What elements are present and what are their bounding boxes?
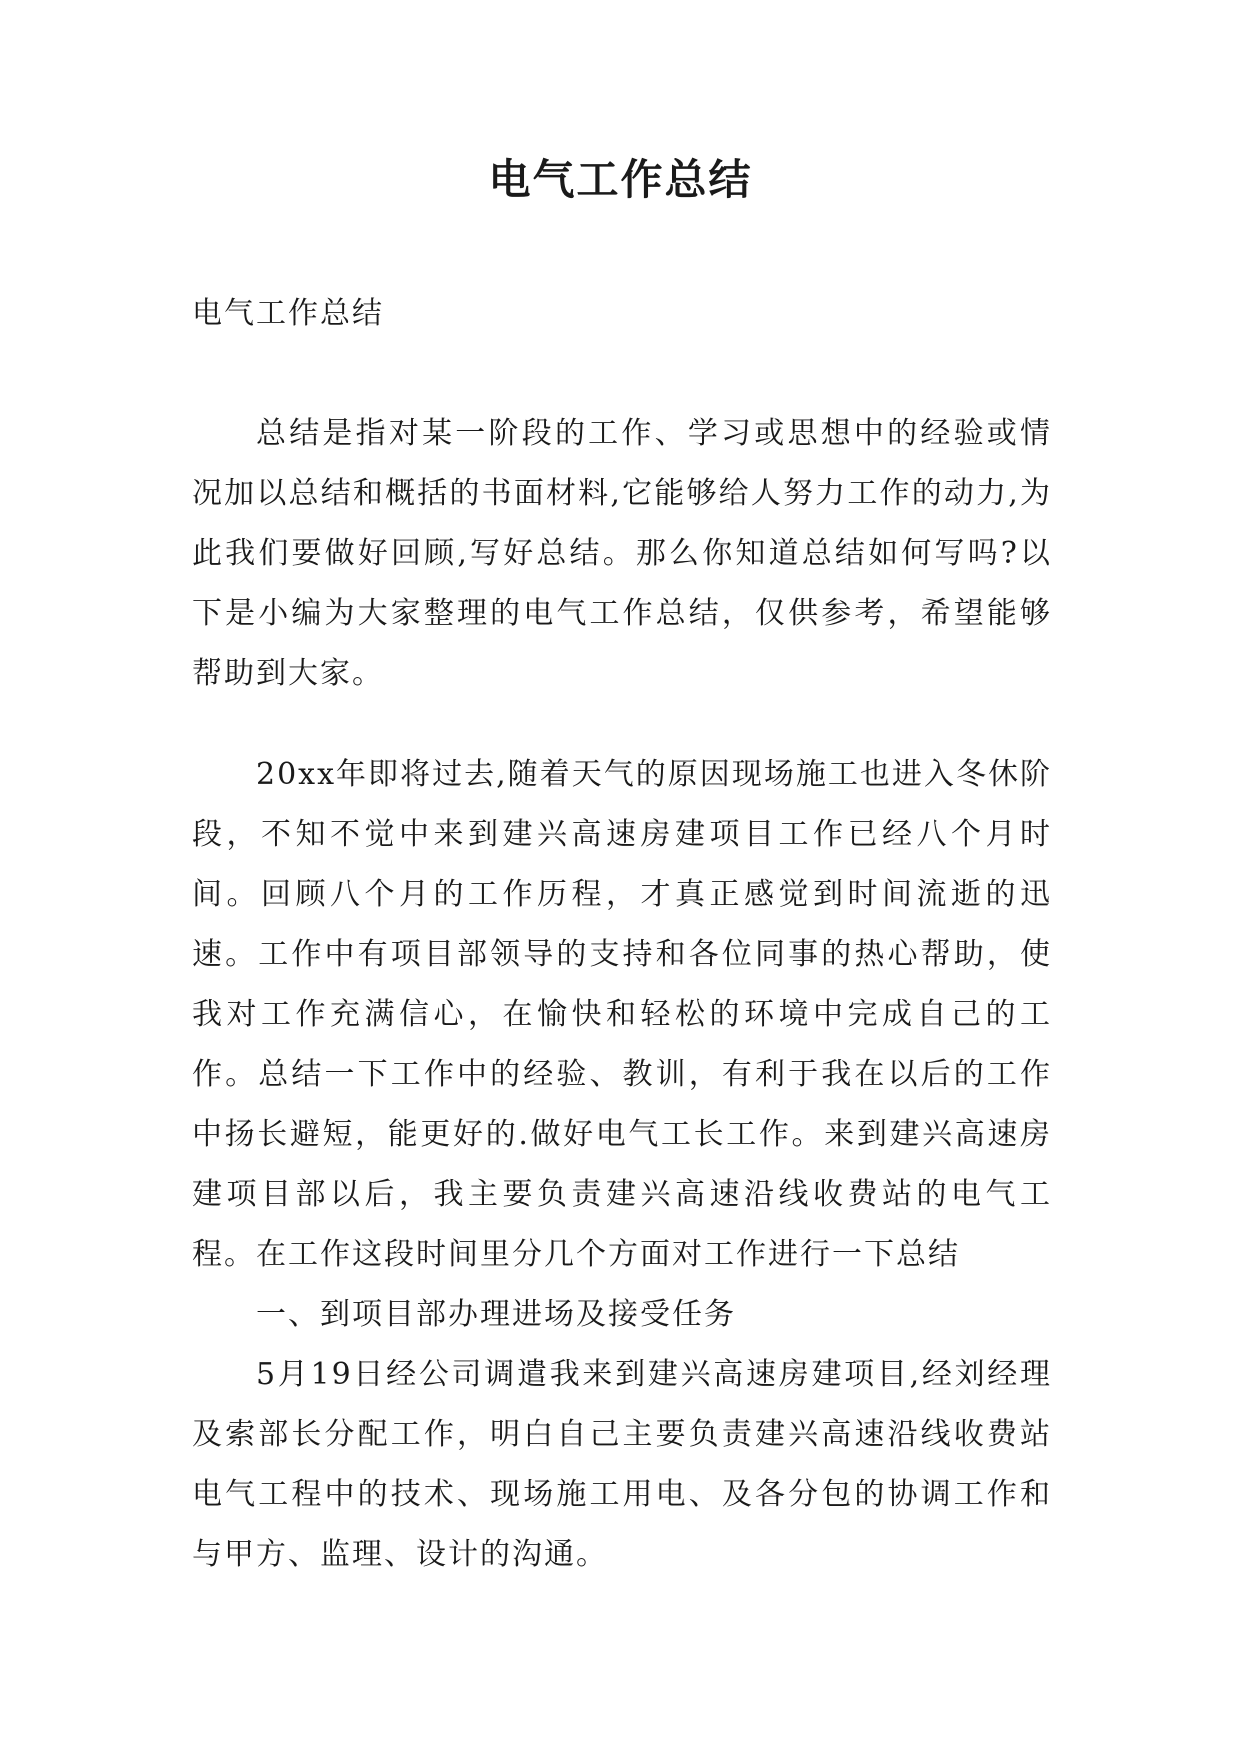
intro-paragraph: 总结是指对某一阶段的工作、学习或思想中的经验或情况加以总结和概括的书面材料,它能够给人努力工作的动力,为此我们要做好回顾,写好总结。那么你知道总结如何写吗?以下是小编为大家整理的电气工作总结，仅供参考，希望能够帮助到大家。 xyxy=(192,416,1052,691)
document-subtitle: 电气工作总结 xyxy=(192,296,384,331)
section-heading: 一、到项目部办理进场及接受任务 xyxy=(256,1297,736,1332)
summary-intro-paragraph: 在工作这段时间里分几个方面对工作进行一下总结 xyxy=(256,1237,960,1272)
section-paragraph: 5月19日经公司调遣我来到建兴高速房建项目,经刘经理及索部长分配工作，明白自己主要负责建兴高速沿线收费站电气工程中的技术、现场施工用电、及各分包的协调工作和与甲方、监理、设计的沟通。 xyxy=(192,1357,1052,1572)
body-paragraph: 20xx年即将过去,随着天气的原因现场施工也进入冬休阶段，不知不觉中来到建兴高速房建项目工作已经八个月时间。回顾八个月的工作历程，才真正感觉到时间流逝的迅速。工作中有项目部领导的支持和各位同事的热心帮助，使我对工作充满信心，在愉快和轻松的环境中完成自己的工作。总结一下工作中的经验、教训，有利于我在以后的工作中扬长避短，能更好的.做好电气工长工作。来到建兴高速房建项目部以后，我主要负责建兴高速沿线收费站的电气工程。 xyxy=(192,757,1052,1272)
document-title: 电气工作总结 xyxy=(488,155,753,204)
